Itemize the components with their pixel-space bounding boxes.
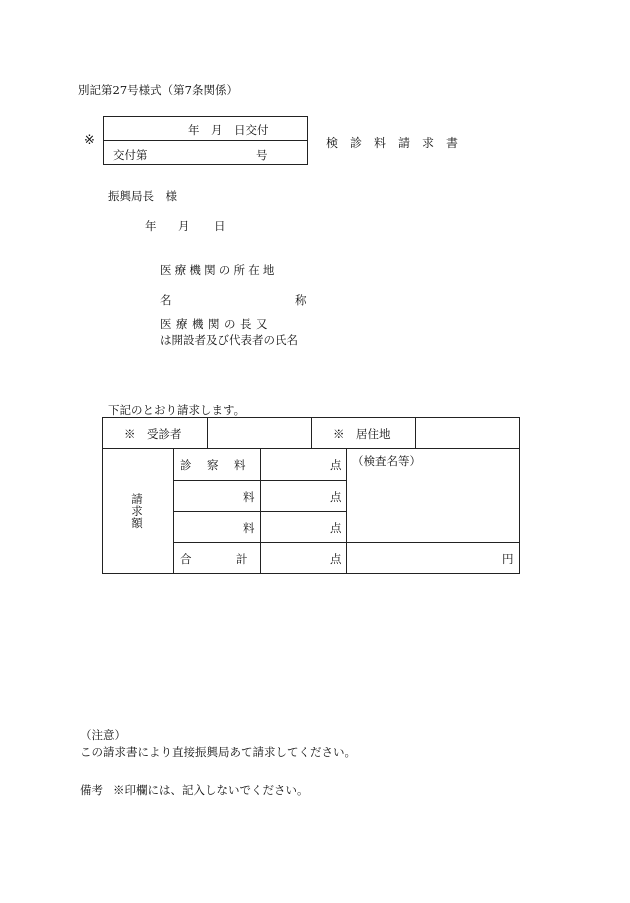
patient-row-divider-3 — [415, 417, 416, 449]
request-statement: 下記のとおり請求します。 — [108, 403, 246, 417]
addressee: 振興局長 様 — [108, 189, 177, 203]
points-unit-row3: 点 — [330, 521, 342, 535]
remarks-label: 備考 — [80, 783, 103, 797]
notes-line-1: この請求書により直接振興局あて請求してください。 — [80, 745, 356, 759]
points-unit-row1: 点 — [330, 458, 342, 472]
issue-box-divider — [103, 140, 308, 141]
residence-label: ※ 居住地 — [333, 427, 391, 441]
institution-head-label-line1: 医療機関の長又 — [160, 317, 272, 331]
claim-row-divider-3 — [173, 542, 520, 543]
form-number-label: 別記第27号様式（第7条関係） — [78, 83, 238, 97]
date-day: 日 — [214, 219, 226, 233]
date-year: 年 — [145, 219, 157, 233]
claim-label-char-3: 額 — [131, 516, 143, 530]
document-title: 検 診 料 請 求 書 — [326, 136, 459, 150]
claim-row-divider-2 — [173, 511, 347, 512]
points-unit-row2: 点 — [330, 490, 342, 504]
issue-number-prefix: 交付第 — [113, 148, 148, 162]
exam-name-label: （検査名等） — [352, 454, 421, 468]
notes-heading: （注意） — [80, 728, 126, 742]
institution-name-label-start: 名 — [160, 293, 172, 307]
institution-head-label-line2: は開設者及び代表者の氏名 — [160, 333, 298, 347]
claim-row-divider-1 — [173, 480, 347, 481]
patient-row-divider-2 — [311, 417, 312, 449]
claim-label-char-1: 請 — [131, 492, 143, 506]
fee-label-row3: 料 — [243, 521, 255, 535]
date-month: 月 — [178, 219, 190, 233]
patient-label: ※ 受診者 — [124, 427, 182, 441]
total-label: 合 計 — [180, 552, 250, 566]
patient-row-divider-1 — [207, 417, 208, 449]
points-unit-total: 点 — [330, 552, 342, 566]
official-use-mark: ※ — [84, 133, 95, 148]
institution-address-label: 医療機関の所在地 — [160, 263, 278, 277]
remarks-text: ※印欄には、記入しないでください。 — [113, 783, 309, 797]
institution-name-label-end: 称 — [295, 293, 307, 307]
yen-unit: 円 — [502, 552, 514, 566]
issue-date-line: 年 月 日交付 — [188, 123, 269, 137]
exam-fee-label: 診 察 料 — [180, 458, 248, 472]
claim-label-char-2: 求 — [131, 504, 143, 518]
issue-number-suffix: 号 — [256, 148, 268, 162]
fee-label-row2: 料 — [243, 490, 255, 504]
